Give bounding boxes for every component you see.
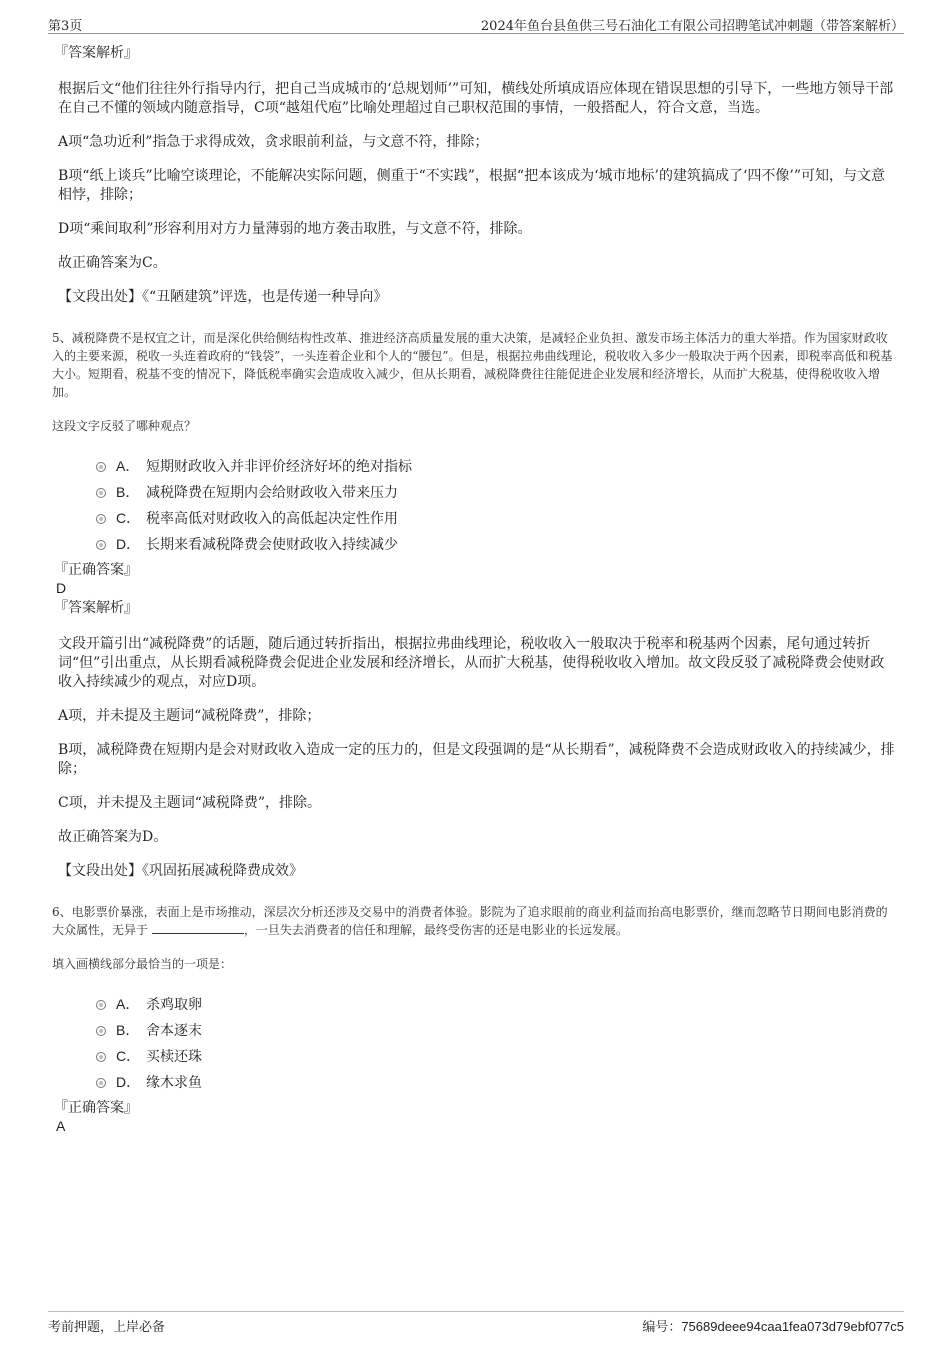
q6-stem (52, 903, 898, 939)
q5-option-b[interactable] (96, 479, 898, 505)
q4-analysis-paragraph: A项“急功近利”指急于求得成效，贪求眼前利益，与文意不符，排除； (58, 134, 489, 150)
q5-analysis-label: 『答案解析』 (54, 600, 138, 616)
option-letter: A． (116, 458, 140, 474)
page-number: 第3页 (48, 19, 83, 34)
radio-icon[interactable] (96, 1078, 106, 1088)
q6-option-c[interactable] (96, 1043, 898, 1069)
option-text: 短期财政收入并非评价经济好坏的绝对指标 (146, 459, 412, 475)
q4-conclusion: 故正确答案为C。 (58, 255, 167, 271)
code-value: 75689deee94caa1fea073d79ebf077c5 (681, 1319, 904, 1334)
q6-prompt: 填入画横线部分最恰当的一项是： (52, 957, 233, 971)
radio-icon[interactable] (96, 462, 106, 472)
q6-stem-after: ，一旦失去消费者的信任和理解，最终受伤害的还是电影业的长远发展。 (243, 923, 628, 937)
q5-conclusion: 故正确答案为D。 (58, 829, 168, 845)
radio-icon[interactable] (96, 1026, 106, 1036)
option-text: 减税降费在短期内会给财政收入带来压力 (146, 485, 398, 501)
option-text: 买椟还珠 (146, 1049, 202, 1065)
q6-options (96, 991, 898, 1095)
radio-icon[interactable] (96, 1052, 106, 1062)
q4-analysis-paragraph: D项“乘间取利”形容利用对方力量薄弱的地方袭击取胜，与文意不符，排除。 (58, 221, 532, 237)
q5-correct-answer: D (56, 580, 67, 596)
q6-option-d[interactable] (96, 1069, 898, 1095)
q5-analysis-paragraph: C项，并未提及主题词“减税降费”，排除。 (58, 795, 322, 811)
option-text: 舍本逐末 (146, 1023, 202, 1039)
footer-code (642, 1316, 904, 1335)
radio-icon[interactable] (96, 488, 106, 498)
code-label: 编号： (642, 1320, 682, 1335)
option-letter: C． (116, 1048, 141, 1064)
q5-analysis-paragraph: A项，并未提及主题词“减税降费”，排除； (58, 708, 321, 724)
option-text: 杀鸡取卵 (146, 997, 202, 1013)
q6-correct-label: 『正确答案』 (54, 1100, 138, 1116)
q6-option-b[interactable] (96, 1017, 898, 1043)
q5-prompt: 这段文字反驳了哪种观点？ (52, 419, 197, 433)
q5-stem: 5、减税降费不是权宜之计，而是深化供给侧结构性改革、推进经济高质量发展的重大决策，是减轻企业负担、激发市场主体活力的重大举措。作为国家财政收入的主要来源，税收一头连着政府的“钱袋”，一头连着企业和个人的“腰包”。但是，根据拉弗曲线理论，税收收入多少一般取决于两个因素，即税率高低和税基大小。短期看，税基不变的情况下，降低税率确实会造成收入减少，但从长期看，减税降费往往能促进企业发展和经济增长，从而扩大税基，使得税收收入增加。 (52, 331, 893, 399)
radio-icon[interactable] (96, 1000, 106, 1010)
radio-icon[interactable] (96, 514, 106, 524)
q5-options (96, 453, 898, 557)
fill-blank (152, 921, 244, 934)
q4-analysis-paragraph: B项“纸上谈兵”比喻空谈理论，不能解决实际问题，侧重于“不实践”，根据“把本该成为‘城市地标’的建筑搞成了‘四不像’”可知，与文意相悖，排除； (58, 168, 886, 203)
q4-analysis-label: 『答案解析』 (54, 45, 138, 61)
option-letter: B． (116, 484, 140, 500)
document-title: 2024年鱼台县鱼供三号石油化工有限公司招聘笔试冲刺题（带答案解析） (480, 19, 904, 34)
option-letter: C． (116, 510, 141, 526)
q6-option-a[interactable] (96, 991, 898, 1017)
option-letter: A． (116, 996, 140, 1012)
q5-correct-label: 『正确答案』 (54, 562, 138, 578)
option-text: 长期来看减税降费会使财政收入持续减少 (146, 537, 398, 553)
q4-source: 【文段出处】《“丑陋建筑”评选，也是传递一种导向》 (58, 289, 388, 305)
q5-analysis-paragraph: 文段开篇引出“减税降费”的话题，随后通过转折指出，根据拉弗曲线理论，税收收入一般取决于税率和税基两个因素，尾句通过转折词“但”引出重点，从长期看减税降费会促进企业发展和经济增长，从而扩大税基，使得税收收入增加。故文段反驳了减税降费会使财政收入持续减少的观点，对应D项。 (58, 636, 885, 690)
option-letter: D． (116, 536, 141, 552)
q4-analysis-paragraph: 根据后文“他们往往外行指导内行，把自己当成城市的‘总规划师’”可知，横线处所填成语应体现在错误思想的引导下，一些地方领导干部在自己不懂的领域内随意指导，C项“越俎代庖”比喻处理超过自己职权范围的事情，一般搭配人，符合文意，当选。 (58, 81, 894, 116)
option-text: 税率高低对财政收入的高低起决定性作用 (146, 511, 398, 527)
option-text: 缘木求鱼 (146, 1075, 202, 1091)
q5-source: 【文段出处】《巩固拓展减税降费成效》 (58, 863, 303, 879)
page-footer (48, 1311, 904, 1334)
q5-option-d[interactable] (96, 531, 898, 557)
q5-analysis-paragraph: B项，减税降费在短期内是会对财政收入造成一定的压力的，但是文段强调的是“从长期看”，减税降费不会造成财政收入的持续减少，排除； (58, 742, 895, 777)
page-content (52, 44, 898, 1137)
q6-correct-answer: A (56, 1118, 66, 1134)
option-letter: B． (116, 1022, 140, 1038)
q6-stem-before: 6、电影票价暴涨，表面上是市场推动，深层次分析还涉及交易中的消费者体验。影院为了追求眼前的商业利益而抬高电影票价，继而忽略节日期间电影消费的大众属性，无异于 (52, 905, 888, 937)
page-header (48, 13, 904, 34)
q5-option-c[interactable] (96, 505, 898, 531)
q5-option-a[interactable] (96, 453, 898, 479)
radio-icon[interactable] (96, 540, 106, 550)
option-letter: D． (116, 1074, 141, 1090)
footer-motto: 考前押题，上岸必备 (48, 1320, 166, 1335)
